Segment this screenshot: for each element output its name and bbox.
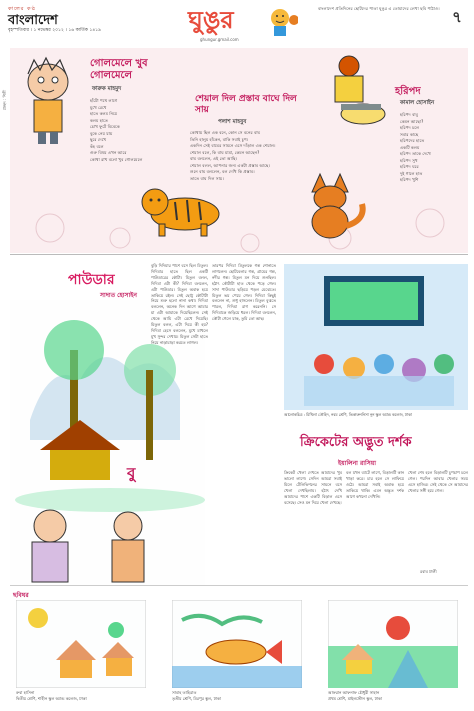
poem-line: সবার কাছে — [400, 131, 419, 137]
story2-text — [190, 130, 310, 182]
story4-col2: তারপর দিদিমা মিতুলকে গল্প শোনাতে লাগলেন। ছোটবেলার গল্প, গ্রামের গল্প, নদীর গল্প। মিতুল মন দিয়ে শুনছিল। হঠাৎ কৌটাটা হাত থেকে পড়ে গেল। সাদা পাউডার ছড়িয়ে পড়ল মেঝেতে। মিতুল ভয় পেয়ে গেল। দিদিমা কিছুই বললেন না, শুধু হাসলেন। মিতুল বুঝতে পারল, দিদিমা রাগ করেননি। সে দিদিমাকে জড়িয়ে ধরল। দিদিমা বললেন, কৌটা গেলে যাক, তুমি তো আছ। — [212, 263, 276, 322]
story-line: কোথায় ছিল এক বনে, কোন সে বনের বাঘ — [190, 130, 261, 135]
story2-author: পলাশ মাহবুব — [218, 119, 247, 125]
caption-detail: তৃতীয় শ্রেণি, মিরপুর স্কুল, ঢাকা — [172, 695, 221, 701]
brand-name: বাংলাদেশ — [8, 13, 58, 28]
story-line: শুনে বাঘ বললেন, বল দেখি কি প্রস্তাব। — [190, 169, 255, 174]
caption-name: সাবাহ তাহিরাত — [172, 690, 197, 695]
page-number: ৭ — [452, 8, 462, 26]
caption-name: আফরান আফনাফ চৌধুরী সাহান — [328, 690, 380, 695]
web-address: ghungur.gmail.com — [200, 37, 239, 42]
story3-title: হরিপদ — [395, 86, 421, 97]
story4-author: সাদাত হোসাইন — [100, 292, 137, 299]
story5-title: ক্রিকেটের অদ্ভুত দর্শক — [300, 435, 412, 450]
poem-line: হরিপদ বাবু — [400, 112, 418, 117]
story5-col3: খেলা শেষ হলে বিড়ালটি চুপচাপ চলে গেল। পরদিন আবার খেলার সময় এসে হাজির। সেই থেকে সে আমাদের খেলার সঙ্গী হয়ে গেল। — [408, 470, 468, 493]
logo-text: ঘুঙুর — [188, 6, 234, 34]
intro-text: বাংলাদেশ প্রতিদিনের ছোটদের পাতা ঘুঙুর এ তোমাদের লেখা ছবি পাঠাও। — [318, 6, 440, 11]
story4-col2-wrap — [212, 263, 276, 579]
drawing-credit: রবাব ঢালী — [420, 569, 437, 574]
poem-line: একটি কলম — [400, 144, 420, 150]
poem-line: চোখ ফুটে বিবেকে — [90, 124, 120, 129]
story5-col2: বল যখন ব্যাটে লাগে, বিড়ালটি কান খাড়া করে। চার হলে সে লাফিয়ে ওঠে। আমরা সবাই অবাক হয়ে তাকিয়ে থাকি। এমন অদ্ভুত দর্শক আগে কখনো দেখিনি। — [346, 470, 404, 499]
divider — [10, 254, 468, 255]
poem-line: ছুরে দেখে — [90, 137, 107, 142]
dateline: বৃহস্পতিবার । ১ নভেম্বর ২০১২ । ১৬ কার্তিক ১৪১৯ — [8, 28, 102, 33]
photo-caption: আলোকচিত্র : মিথিলা তৌহিদ, নবম শ্রেণি, ভিকারুননিসা নূন স্কুল অ্যান্ড কলেজ, ঢাকা — [284, 412, 412, 417]
poem-line: কলম হাতে — [90, 117, 108, 123]
caption-detail: দ্বিতীয় শ্রেণি, শাহীন স্কুল অ্যান্ড কলেজ, ঢাকা — [16, 695, 87, 701]
poem-line: কোথা রাখ বলো খুব গোলমেলে — [90, 156, 143, 162]
story-line: বাঘ বললেন, এই তো আছি। — [190, 156, 238, 161]
poem-line: হরিপদ সুখ — [400, 157, 418, 163]
drawing-1 — [16, 600, 146, 688]
poem-line: কঁহ বলে — [90, 143, 104, 149]
poem-line: হাতে কলম নিয়ে — [90, 111, 118, 116]
story5-author: ইয়ালিনা রাসিয়া — [338, 460, 376, 467]
poem-line: হরিপদের হাতে — [400, 138, 425, 143]
top-band — [10, 48, 468, 253]
sidebar-credit: প্রচ্ছদ : শিল্পী — [2, 90, 7, 111]
drop-cap: বু — [127, 464, 136, 482]
boy-illustration — [16, 54, 86, 146]
poem-line: হরিপদ ঘরে — [400, 164, 419, 169]
story-line: শেয়াল বলে, কি বাঘ মামা, কেমন আছেন? — [190, 149, 260, 155]
brand — [8, 6, 88, 28]
drawing-3 — [328, 600, 458, 688]
fox-illustration — [300, 164, 370, 244]
story4-col1-wrap — [151, 263, 208, 579]
caption-name: রুবা হাসিনা — [16, 690, 35, 695]
photo-children-watching-tv — [284, 264, 468, 410]
poem-line: গুরু বিষয় এখন আরে — [90, 150, 127, 155]
drawing-1-caption — [16, 690, 146, 701]
drawing-3-caption — [328, 690, 458, 701]
tiger-illustration — [135, 180, 225, 240]
brand-tagline: কালের কণ্ঠ — [8, 6, 36, 12]
poem-line: হাঁটো পথে লাগে — [90, 98, 118, 103]
poem-line: দুই গালে হাত — [400, 170, 423, 176]
drawings-label: ছবিঘর — [13, 592, 29, 599]
story5-col1: ক্রিকেট খেলা দেখতে আমাদের খুব ভালো লাগে। সেদিন আমরা সবাই মিলে টেলিভিশনের সামনে বসে খেলা দেখছিলাম। হঠাৎ দেখি আমাদের পাশে একটি বিড়াল এসে বসেছে। সেও মন দিয়ে খেলা দেখছে। — [284, 470, 342, 505]
story-line: তাতে বাঘ দিল সায়। — [190, 175, 224, 181]
section-logo — [188, 4, 298, 38]
drawing-2 — [172, 600, 302, 688]
man-illustration — [315, 52, 395, 132]
story2-title: শেয়াল দিল প্রস্তাব বাঘে দিল সায় — [195, 94, 297, 115]
story-line: তিনি হালুম হাঁকেন, বাকি সবাই চুপ। — [190, 136, 249, 142]
poem-line: কেমন আছো? — [400, 118, 424, 124]
drawing-2-caption — [172, 690, 302, 701]
story-line: শেয়াল বলল, আপনার জন্য একটা প্রস্তাব আছে। — [190, 162, 270, 168]
poem-line: বুকে নেয় যায় — [90, 130, 113, 136]
caption-detail: প্রথম শ্রেণি, মাইলস্টোন স্কুল, ঢাকা — [328, 695, 382, 701]
poem-line: হরিপদ তাকে দেখে — [400, 151, 431, 156]
story4-title: পাউডার — [68, 272, 115, 288]
story4-col1: বুড়ি দিদিমার পাশে বসে ছিল মিতুল। দিদিমার হাতে ছিল একটি পাউডারের কৌটা। মিতুল বলল, দিদিমা এটা কী? দিদিমা বললেন, এটা পাউডার। মিতুল অবাক হয়ে তাকিয়ে রইল। সেই ছোট্ট কৌটাটা নিয়ে শুরু হলো নানা কথা। দিদিমা বললেন, অনেক দিন আগে আমার মা এটা আমাকে দিয়েছিলেন। সেই থেকে আমি এটা রেখে দিয়েছি। মিতুল বলল, এটা দিয়ে কী হয়? দিদিমা হেসে বললেন, মুখে মাখলে মুখ সুন্দর দেখায়। মিতুল সেটা হাতে নিয়ে নাড়াচাড়া করতে লাগল। — [151, 263, 208, 345]
story3-poem — [400, 112, 468, 184]
story1-author: ফারুক মাহমুদ — [92, 86, 122, 92]
story1-title: গোলমেলে খুব গোলমেলে — [90, 58, 148, 81]
story-line: একদিন সেই বাঘের সামনে এসে দাঁড়াল এক শেয়াল। — [190, 143, 276, 148]
story1-poem — [90, 98, 182, 163]
poem-line: হরিপদ খুশি — [400, 177, 419, 182]
story3-author: কামাল হোসাইন — [400, 100, 435, 106]
poem-line: হরিপদ চলে — [400, 125, 420, 130]
poem-line: মুখে রেখে — [90, 104, 107, 110]
